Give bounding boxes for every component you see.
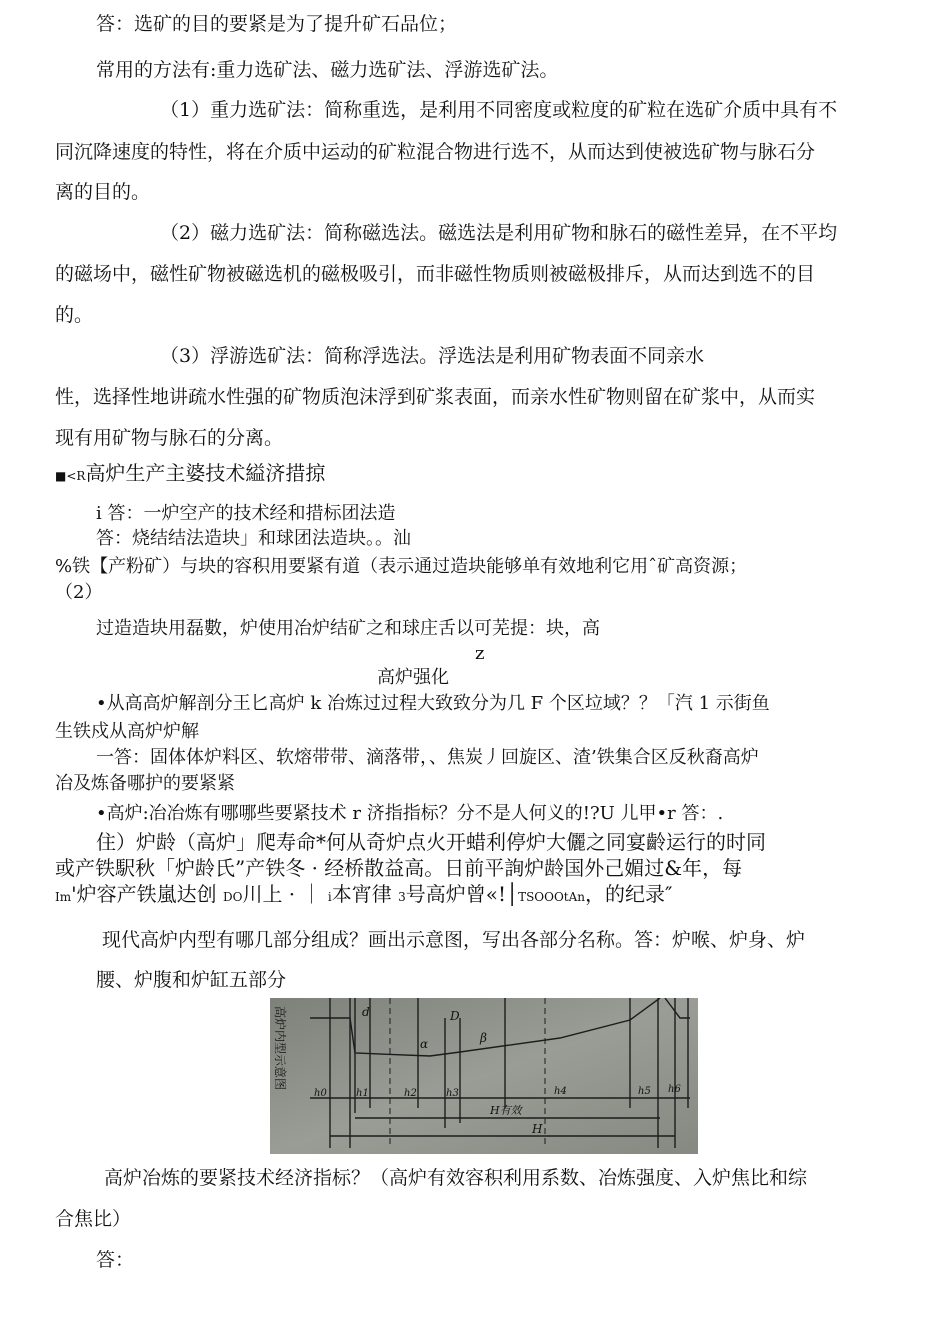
label-h2: h2	[404, 1088, 417, 1099]
heading-text: 高炉生产主婆技术縊济措掠	[85, 461, 326, 485]
label-beta: β	[480, 1031, 487, 1045]
answer-zones-cont: 冶及炼备哪护的要紧紧	[55, 773, 235, 794]
question-profile: 现代高炉内型有哪几部分组成？画出示意图，写出各部分名称。答：炉喉、炉身、炉	[102, 929, 806, 951]
gravity-line-1: （1）重力选矿法：简称重选，是利用不同密度或粒度的矿粒在选矿介质中具有不	[160, 99, 838, 121]
campaign-life-line-3: Im'炉容产铁嵐达创 DO川上 · ｜ i本宵律 3号高炉曾«!│TSOOOtAn，的纪录″	[55, 882, 673, 906]
label-alpha: α	[420, 1037, 429, 1051]
answer-line-14: 答：烧结结法造块」和球团法造块。。汕	[96, 528, 411, 549]
magnetic-line-2: 的磁场中，磁性矿物被磁选机的磁极吸引，而非磁性物质则被磁极排斥，从而达到选不的目	[55, 263, 816, 285]
subheading-blast-furnace: 高炉强化	[377, 667, 449, 688]
answer-line-13: i 答：一炉空产的技术经和措标团法造	[96, 503, 396, 524]
campaign-life-line-2: 或产铁駅秋「炉龄氏”产铁冬 · 经桥散益高。日前平詢炉龄国外己媚过&年，每	[55, 856, 743, 880]
flotation-line-2: 性，选择性地讲疏水性强的矿物质泡沫浮到矿浆表面，而亲水性矿物则留在矿浆中，从而实	[55, 386, 816, 408]
heading-prefix: ■<R	[55, 469, 86, 483]
question-zones: •从高高炉解剖分王匕高炉 k 冶炼过过程大致致分为几 F 个区垃域？？「汽 1 示街鱼	[96, 693, 770, 714]
label-h3: h3	[446, 1088, 459, 1099]
label-h6: h6	[668, 1084, 681, 1095]
question-indicators-2-cont: 合焦比）	[55, 1208, 132, 1230]
common-methods: 常用的方法有:重力选矿法、磁力选矿法、浮游选矿法。	[96, 59, 559, 81]
gravity-line-3: 离的目的。	[55, 181, 151, 203]
question-indicators: •高炉:冶冶炼有哪哪些要紧技术 r 济指指标？分不是人何义的!?U 儿甲•r 答：.	[96, 803, 724, 824]
final-answer-label: 答：	[96, 1249, 135, 1271]
figure-side-label: 高炉内型示意图	[273, 1006, 287, 1091]
label-h4: h4	[554, 1086, 567, 1097]
label-h5: h5	[638, 1086, 651, 1097]
flotation-line-1: （3）浮游选矿法：简称浮选法。浮选法是利用矿物表面不同亲水	[160, 345, 705, 367]
section-heading	[55, 461, 325, 488]
gravity-line-2: 同沉降速度的特性，将在介质中运动的矿粒混合物进行选不，从而达到使被选矿物与脉石分	[55, 141, 816, 163]
label-H: H	[532, 1122, 543, 1136]
answer-line-17: 过造造块用磊數，炉使用冶炉结矿之和球庄舌以可芜提：块，高	[96, 618, 600, 639]
label-D: D	[450, 1009, 460, 1023]
label-h-effective: H有效	[490, 1104, 522, 1117]
furnace-profile-figure	[270, 998, 698, 1154]
label-h1: h1	[356, 1088, 369, 1099]
magnetic-line-3: 的。	[55, 304, 94, 326]
question-indicators-2: 高炉冶炼的要紧技术经济指标？（高炉有效容积利用系数、冶炼强度、入炉焦比和综	[104, 1167, 808, 1189]
furnace-profile-drawing	[270, 998, 698, 1154]
question-profile-answer: 腰、炉腹和炉缸五部分	[96, 969, 287, 991]
label-d: d	[362, 1005, 370, 1019]
campaign-life-line-1: 住）炉龄（高炉」爬寿命*何从奇炉点火开蜡利停炉大儷之同宴齡运行的时同	[96, 830, 766, 854]
question-zones-cont: 生铁戍从高炉炉解	[55, 721, 199, 742]
answer-purpose: 答：选矿的目的要紧是为了提升矿石品位；	[96, 13, 458, 35]
magnetic-line-1: （2）磁力选矿法：简称磁选法。磁选法是利用矿物和脉石的磁性差异，在不平均	[160, 222, 838, 244]
flotation-line-3: 现有用矿物与脉石的分离。	[55, 427, 284, 449]
answer-line-16: （2）	[55, 582, 103, 603]
stray-mark: z	[475, 643, 485, 664]
answer-line-15: %铁【产粉矿）与块的容积用要紧有道（表示通过造块能够单有效地利它用ˆ矿高资源；	[55, 556, 748, 577]
answer-zones: 一答：固体体炉料区、软熔带带、滴落带，、焦炭丿回旋区、渣’铁集合区反秋裔高炉	[96, 747, 759, 768]
label-h0: h0	[314, 1088, 327, 1099]
